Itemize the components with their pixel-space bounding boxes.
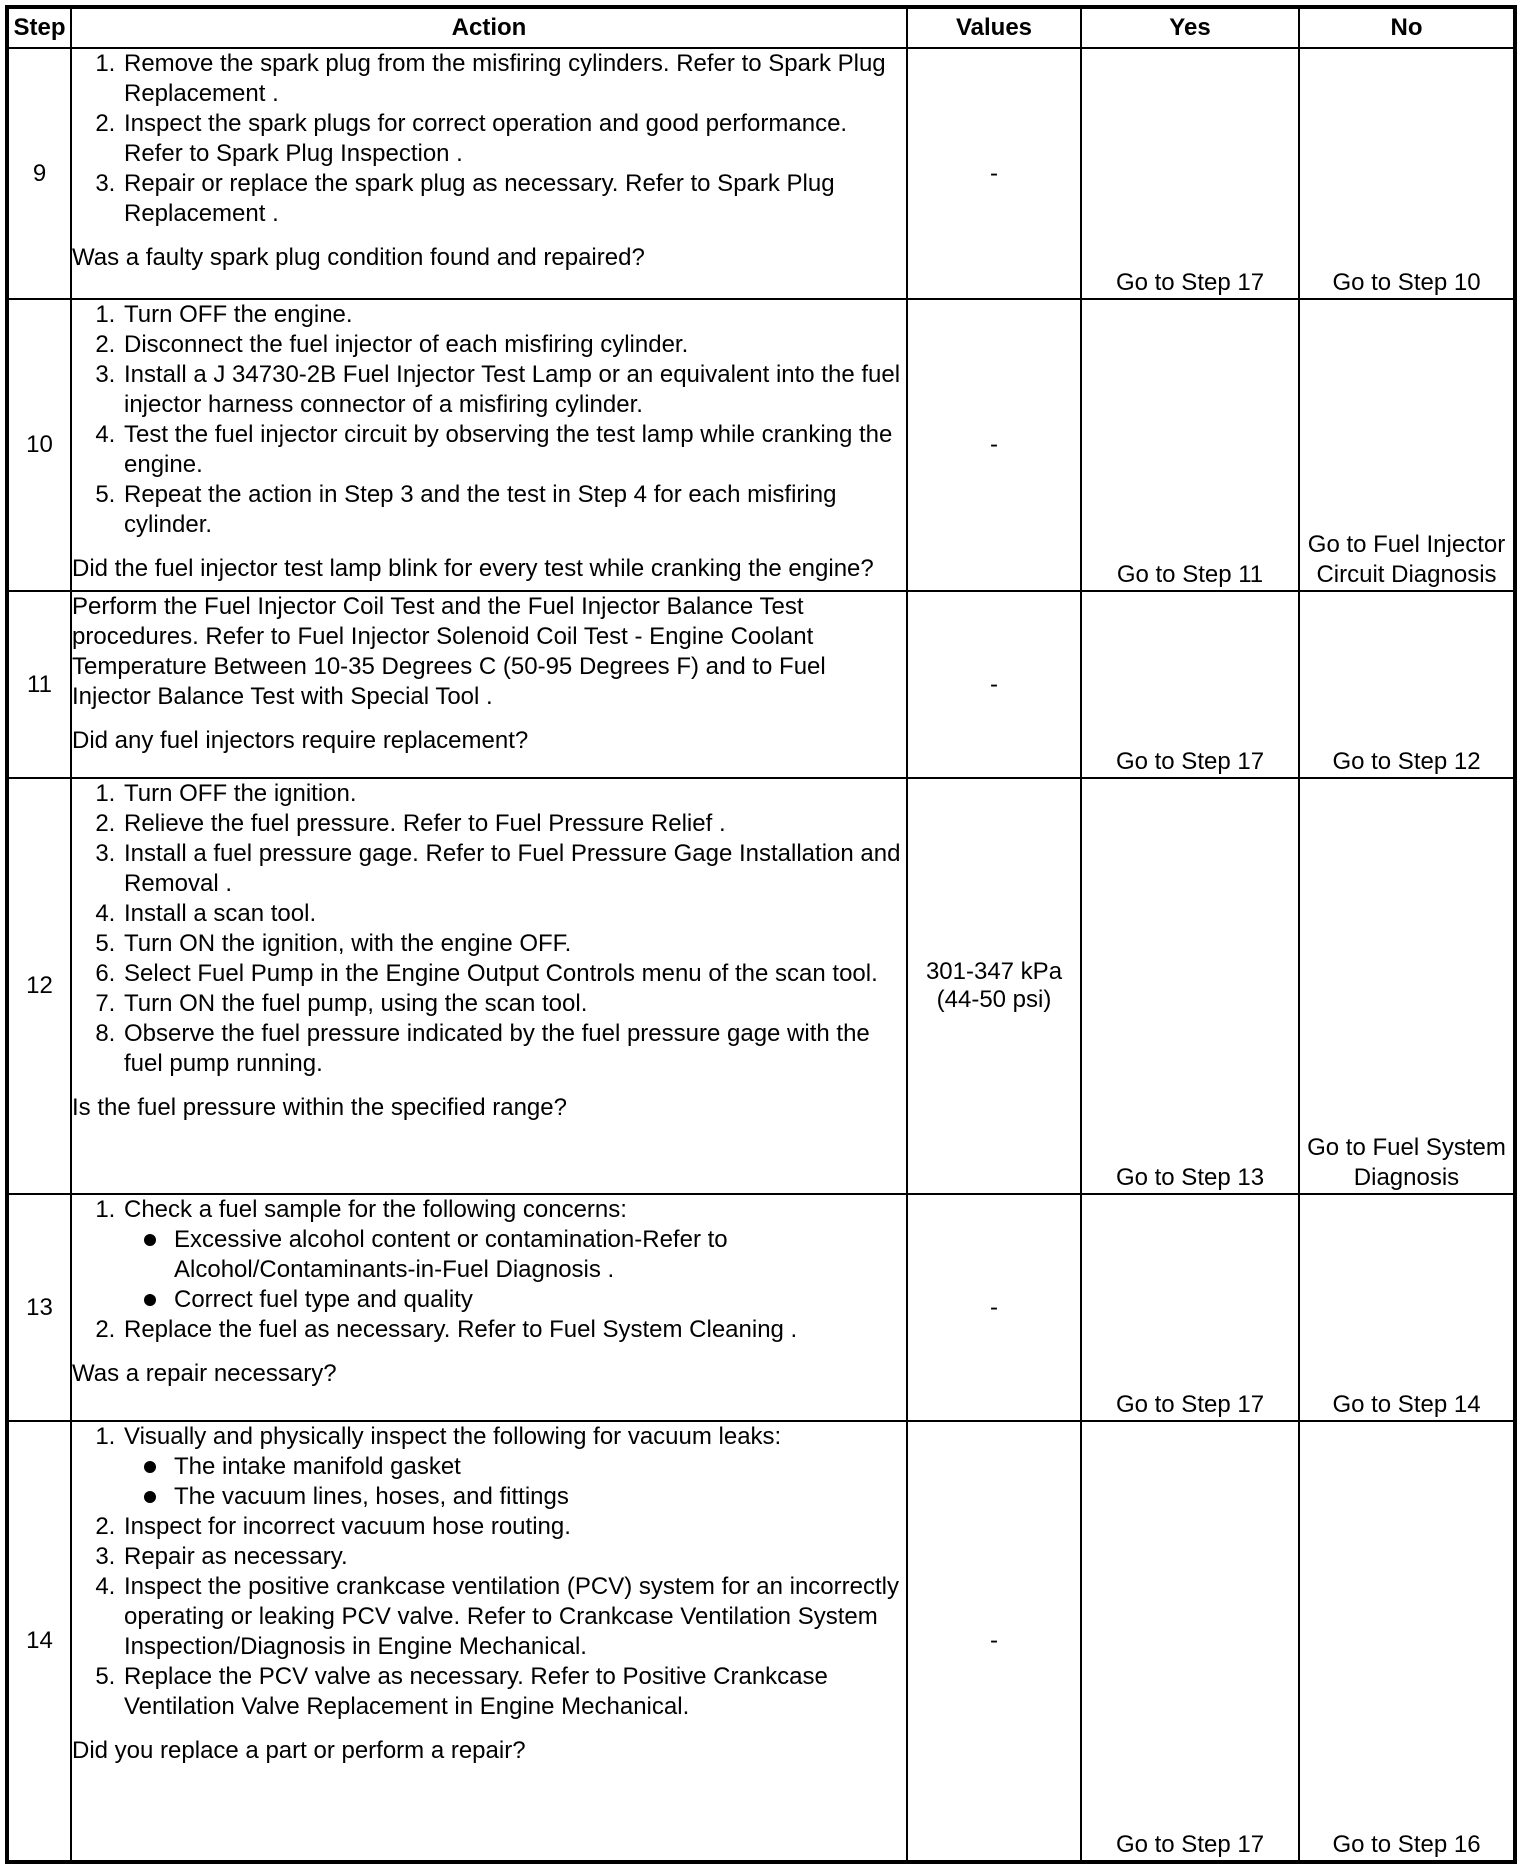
action-step: 5. Turn ON the ignition, with the engine OFF. xyxy=(122,929,906,959)
no-cell: Go to Fuel System Diagnosis xyxy=(1299,778,1515,1194)
value-cell: - xyxy=(907,299,1081,591)
value-cell: - xyxy=(907,1194,1081,1421)
bullet-item: Excessive alcohol content or contamination-Refer to Alcohol/Contaminants-in-Fuel Diagnosis . xyxy=(174,1225,906,1285)
action-question: Was a repair necessary? xyxy=(72,1360,337,1387)
action-step: 2. Inspect the spark plugs for correct operation and good performance. Refer to Spark Plug Inspection . xyxy=(122,109,906,169)
step-number: 12 xyxy=(7,778,71,1194)
action-step: 8. Observe the fuel pressure indicated by the fuel pressure gage with the fuel pump running. xyxy=(122,1019,906,1079)
step-number: 14 xyxy=(7,1421,71,1862)
action-step: 7. Turn ON the fuel pump, using the scan tool. xyxy=(122,989,906,1019)
action-cell xyxy=(71,299,907,591)
action-steps xyxy=(72,300,906,540)
header-step: Step xyxy=(7,7,71,48)
yes-cell: Go to Step 11 xyxy=(1081,299,1299,591)
action-step: 5. Repeat the action in Step 3 and the test in Step 4 for each misfiring cylinder. xyxy=(122,480,906,540)
action-step xyxy=(122,1422,906,1512)
action-question: Is the fuel pressure within the specified range? xyxy=(72,1094,567,1121)
value-cell xyxy=(907,778,1081,1194)
step-number: 11 xyxy=(7,591,71,778)
bullet-item: The vacuum lines, hoses, and fittings xyxy=(174,1482,906,1512)
action-question: Did the fuel injector test lamp blink for every test while cranking the engine? xyxy=(72,555,874,582)
yes-cell: Go to Step 13 xyxy=(1081,778,1299,1194)
table-row xyxy=(7,778,1515,1194)
header-row xyxy=(7,7,1515,48)
header-no: No xyxy=(1299,7,1515,48)
action-steps xyxy=(72,779,906,1079)
table-row xyxy=(7,1194,1515,1421)
no-cell: Go to Fuel Injector Circuit Diagnosis xyxy=(1299,299,1515,591)
action-question: Did you replace a part or perform a repair? xyxy=(72,1737,526,1764)
action-step: 5. Replace the PCV valve as necessary. Refer to Positive Crankcase Ventilation Valve Replacement in Engine Mechanical. xyxy=(122,1662,906,1722)
action-cell xyxy=(71,1421,907,1862)
action-cell xyxy=(71,591,907,778)
value-imperial: (44-50 psi) xyxy=(936,986,1052,1013)
bullet-list xyxy=(124,1452,906,1512)
action-step: 6. Select Fuel Pump in the Engine Output Controls menu of the scan tool. xyxy=(122,959,906,989)
table-row xyxy=(7,48,1515,299)
action-step: 2. Inspect for incorrect vacuum hose routing. xyxy=(122,1512,906,1542)
table-row xyxy=(7,591,1515,778)
step-number: 13 xyxy=(7,1194,71,1421)
step-number: 10 xyxy=(7,299,71,591)
header-values: Values xyxy=(907,7,1081,48)
action-step: 4. Inspect the positive crankcase ventilation (PCV) system for an incorrectly operating or leaking PCV valve. Refer to Crankcase Ventilation System Inspection/Diagnosis in Engine Mechanical. xyxy=(122,1572,906,1662)
table-row xyxy=(7,299,1515,591)
action-question: Was a faulty spark plug condition found and repaired? xyxy=(72,244,645,271)
yes-cell: Go to Step 17 xyxy=(1081,1194,1299,1421)
action-question: Did any fuel injectors require replacement? xyxy=(72,727,529,754)
action-step-text: Check a fuel sample for the following concerns: xyxy=(124,1196,627,1223)
action-step: 4. Test the fuel injector circuit by observing the test lamp while cranking the engine. xyxy=(122,420,906,480)
header-yes: Yes xyxy=(1081,7,1299,48)
action-cell xyxy=(71,778,907,1194)
step-number: 9 xyxy=(7,48,71,299)
bullet-item: Correct fuel type and quality xyxy=(174,1285,906,1315)
no-cell: Go to Step 14 xyxy=(1299,1194,1515,1421)
action-cell xyxy=(71,1194,907,1421)
action-steps xyxy=(72,1422,906,1722)
yes-cell: Go to Step 17 xyxy=(1081,1421,1299,1862)
bullet-list xyxy=(124,1225,906,1315)
action-step: 2. Replace the fuel as necessary. Refer to Fuel System Cleaning . xyxy=(122,1315,906,1345)
value-cell: - xyxy=(907,591,1081,778)
yes-cell: Go to Step 17 xyxy=(1081,591,1299,778)
no-cell: Go to Step 16 xyxy=(1299,1421,1515,1862)
action-step: 3. Install a J 34730-2B Fuel Injector Test Lamp or an equivalent into the fuel injector harness connector of a misfiring cylinder. xyxy=(122,360,906,420)
header-action: Action xyxy=(71,7,907,48)
table-row xyxy=(7,1421,1515,1862)
action-step: 2. Disconnect the fuel injector of each misfiring cylinder. xyxy=(122,330,906,360)
yes-cell: Go to Step 17 xyxy=(1081,48,1299,299)
bullet-item: The intake manifold gasket xyxy=(174,1452,906,1482)
action-paragraph: Perform the Fuel Injector Coil Test and the Fuel Injector Balance Test procedures. Refer to Fuel Injector Solenoid Coil Test - Engine Coolant Temperature Between 10-35 Degrees C (50-95 Degrees F) and to Fuel Injector Balance Test with Special Tool . xyxy=(72,593,826,710)
action-step-text: Visually and physically inspect the following for vacuum leaks: xyxy=(124,1423,782,1450)
action-step: 2. Relieve the fuel pressure. Refer to Fuel Pressure Relief . xyxy=(122,809,906,839)
no-cell: Go to Step 12 xyxy=(1299,591,1515,778)
action-step: 3. Repair as necessary. xyxy=(122,1542,906,1572)
action-step: 1. Remove the spark plug from the misfiring cylinders. Refer to Spark Plug Replacement . xyxy=(122,49,906,109)
action-step: 4. Install a scan tool. xyxy=(122,899,906,929)
action-step: 1. Turn OFF the engine. xyxy=(122,300,906,330)
no-cell: Go to Step 10 xyxy=(1299,48,1515,299)
value-metric: 301-347 kPa xyxy=(925,958,1063,985)
value-cell: - xyxy=(907,48,1081,299)
value-cell: - xyxy=(907,1421,1081,1862)
action-step: 1. Turn OFF the ignition. xyxy=(122,779,906,809)
action-cell xyxy=(71,48,907,299)
action-steps xyxy=(72,49,906,229)
action-step xyxy=(122,1195,906,1315)
diagnostic-table xyxy=(5,5,1517,1864)
action-step: 3. Install a fuel pressure gage. Refer to Fuel Pressure Gage Installation and Removal . xyxy=(122,839,906,899)
action-steps xyxy=(72,1195,906,1345)
action-step: 3. Repair or replace the spark plug as necessary. Refer to Spark Plug Replacement . xyxy=(122,169,906,229)
